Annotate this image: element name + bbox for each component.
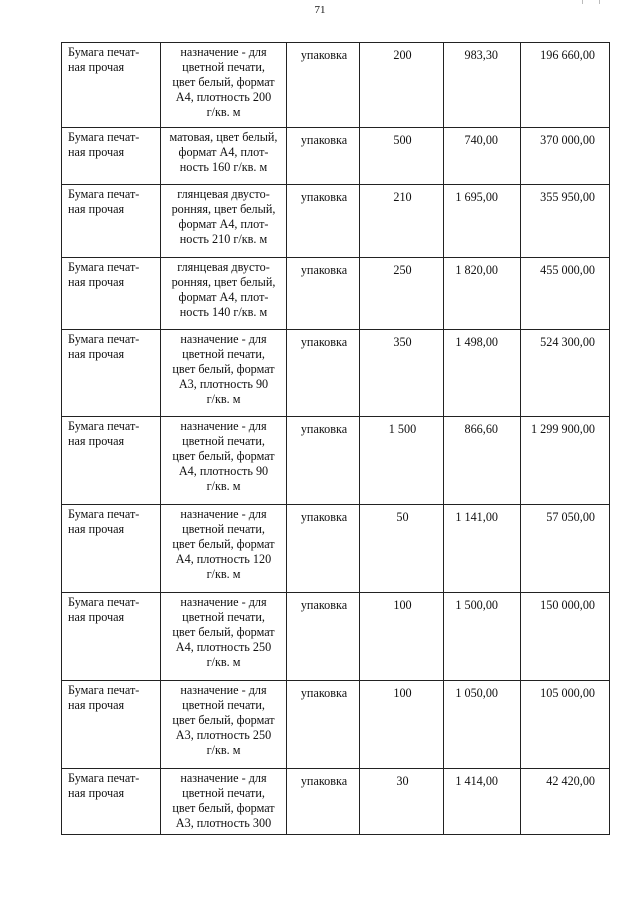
item-quantity-text: 210 <box>393 190 412 204</box>
item-description-text: назначение - для цветной печати, цвет белый, формат А3, плотность 250 г/кв. м <box>172 683 275 757</box>
item-description-cell <box>161 128 287 185</box>
item-description-cell <box>161 43 287 128</box>
item-name-text: Бумага печат- ная прочая <box>68 419 140 448</box>
item-total-text: 355 950,00 <box>540 190 595 204</box>
item-quantity-text: 500 <box>393 133 412 147</box>
item-total-cell <box>521 769 610 835</box>
item-name-cell <box>62 128 161 185</box>
item-description-cell <box>161 769 287 835</box>
item-price-text: 1 414,00 <box>455 774 498 788</box>
item-description-cell <box>161 681 287 769</box>
item-name-text: Бумага печат- ная прочая <box>68 260 140 289</box>
item-price-cell <box>444 128 521 185</box>
item-description-text: назначение - для цветной печати, цвет белый, формат А3, плотность 90 г/кв. м <box>172 332 275 406</box>
item-price-cell <box>444 769 521 835</box>
item-quantity-cell <box>360 681 444 769</box>
item-price-cell <box>444 330 521 417</box>
item-name-text: Бумага печат- ная прочая <box>68 187 140 216</box>
item-total-cell <box>521 681 610 769</box>
table-row <box>62 681 610 769</box>
item-quantity-text: 350 <box>393 335 412 349</box>
item-total-text: 42 420,00 <box>546 774 595 788</box>
item-total-cell <box>521 417 610 505</box>
item-unit-text: упаковка <box>300 510 348 524</box>
item-price-cell <box>444 417 521 505</box>
item-total-cell <box>521 128 610 185</box>
item-total-cell <box>521 258 610 330</box>
item-quantity-text: 100 <box>393 686 412 700</box>
item-description-text: назначение - для цветной печати, цвет белый, формат А3, плотность 300 <box>172 771 275 830</box>
item-price-cell <box>444 185 521 258</box>
item-quantity-text: 1 500 <box>388 422 417 436</box>
item-price-text: 866,60 <box>464 422 498 436</box>
table-row <box>62 769 610 835</box>
item-quantity-cell <box>360 128 444 185</box>
item-unit-cell <box>287 417 360 505</box>
item-quantity-cell <box>360 505 444 593</box>
item-name-text: Бумага печат- ная прочая <box>68 507 140 536</box>
item-total-text: 105 000,00 <box>540 686 595 700</box>
item-description-cell <box>161 417 287 505</box>
item-total-cell <box>521 43 610 128</box>
goods-table <box>61 42 610 835</box>
item-description-text: назначение - для цветной печати, цвет белый, формат А4, плотность 250 г/кв. м <box>172 595 275 669</box>
item-price-cell <box>444 258 521 330</box>
item-description-text: матовая, цвет белый, формат А4, плот- ность 160 г/кв. м <box>169 130 278 174</box>
page-number: 71 <box>314 4 326 16</box>
item-total-cell <box>521 593 610 681</box>
item-unit-cell <box>287 505 360 593</box>
table-row <box>62 330 610 417</box>
item-price-text: 1 141,00 <box>455 510 498 524</box>
item-unit-cell <box>287 330 360 417</box>
item-description-cell <box>161 330 287 417</box>
item-description-text: глянцевая двусто- ронняя, цвет белый, формат А4, плот- ность 210 г/кв. м <box>171 187 276 246</box>
goods-table-body <box>62 43 610 835</box>
item-unit-text: упаковка <box>300 686 348 700</box>
item-name-cell <box>62 681 161 769</box>
item-name-cell <box>62 185 161 258</box>
item-name-text: Бумага печат- ная прочая <box>68 595 140 624</box>
table-row <box>62 258 610 330</box>
item-unit-cell <box>287 258 360 330</box>
item-description-text: назначение - для цветной печати, цвет белый, формат А4, плотность 120 г/кв. м <box>172 507 275 581</box>
item-unit-cell <box>287 769 360 835</box>
item-price-text: 1 500,00 <box>455 598 498 612</box>
item-quantity-cell <box>360 769 444 835</box>
item-description-cell <box>161 505 287 593</box>
item-name-cell <box>62 417 161 505</box>
item-name-text: Бумага печат- ная прочая <box>68 683 140 712</box>
table-row <box>62 417 610 505</box>
item-description-text: назначение - для цветной печати, цвет белый, формат А4, плотность 200 г/кв. м <box>172 45 275 119</box>
item-total-text: 150 000,00 <box>540 598 595 612</box>
item-name-cell <box>62 593 161 681</box>
table-row <box>62 593 610 681</box>
item-price-cell <box>444 681 521 769</box>
item-unit-text: упаковка <box>300 133 348 147</box>
item-description-text: назначение - для цветной печати, цвет белый, формат А4, плотность 90 г/кв. м <box>172 419 275 493</box>
item-name-cell <box>62 330 161 417</box>
item-quantity-cell <box>360 185 444 258</box>
item-total-cell <box>521 505 610 593</box>
item-name-cell <box>62 505 161 593</box>
item-quantity-text: 30 <box>396 774 409 788</box>
item-unit-cell <box>287 128 360 185</box>
item-total-text: 57 050,00 <box>546 510 595 524</box>
item-quantity-cell <box>360 330 444 417</box>
item-quantity-cell <box>360 43 444 128</box>
item-quantity-text: 100 <box>393 598 412 612</box>
item-unit-text: упаковка <box>300 422 348 436</box>
item-total-cell <box>521 330 610 417</box>
item-price-text: 1 050,00 <box>455 686 498 700</box>
item-total-cell <box>521 185 610 258</box>
item-total-text: 370 000,00 <box>540 133 595 147</box>
item-description-cell <box>161 185 287 258</box>
item-price-text: 983,30 <box>464 48 498 62</box>
item-price-text: 1 498,00 <box>455 335 498 349</box>
item-price-text: 740,00 <box>464 133 498 147</box>
item-unit-text: упаковка <box>300 48 348 62</box>
item-unit-text: упаковка <box>300 774 348 788</box>
item-unit-text: упаковка <box>300 263 348 277</box>
item-unit-text: упаковка <box>300 190 348 204</box>
item-total-text: 455 000,00 <box>540 263 595 277</box>
item-name-text: Бумага печат- ная прочая <box>68 130 140 159</box>
item-price-text: 1 820,00 <box>455 263 498 277</box>
item-name-text: Бумага печат- ная прочая <box>68 332 140 361</box>
item-total-text: 196 660,00 <box>540 48 595 62</box>
item-quantity-cell <box>360 258 444 330</box>
item-unit-cell <box>287 681 360 769</box>
item-unit-text: упаковка <box>300 335 348 349</box>
item-unit-cell <box>287 185 360 258</box>
item-price-text: 1 695,00 <box>455 190 498 204</box>
item-description-cell <box>161 593 287 681</box>
item-name-text: Бумага печат- ная прочая <box>68 45 140 74</box>
item-name-cell <box>62 43 161 128</box>
item-quantity-cell <box>360 417 444 505</box>
item-total-text: 1 299 900,00 <box>531 422 595 436</box>
item-unit-cell <box>287 43 360 128</box>
item-description-cell <box>161 258 287 330</box>
item-price-cell <box>444 43 521 128</box>
item-quantity-text: 200 <box>393 48 412 62</box>
item-price-cell <box>444 505 521 593</box>
table-row <box>62 43 610 128</box>
item-name-text: Бумага печат- ная прочая <box>68 771 140 800</box>
item-unit-text: упаковка <box>300 598 348 612</box>
item-unit-cell <box>287 593 360 681</box>
item-quantity-text: 50 <box>396 510 409 524</box>
table-row <box>62 128 610 185</box>
item-total-text: 524 300,00 <box>540 335 595 349</box>
item-name-cell <box>62 258 161 330</box>
item-quantity-text: 250 <box>393 263 412 277</box>
item-description-text: глянцевая двусто- ронняя, цвет белый, формат А4, плот- ность 140 г/кв. м <box>171 260 276 319</box>
item-quantity-cell <box>360 593 444 681</box>
item-price-cell <box>444 593 521 681</box>
table-row <box>62 185 610 258</box>
item-name-cell <box>62 769 161 835</box>
table-row <box>62 505 610 593</box>
